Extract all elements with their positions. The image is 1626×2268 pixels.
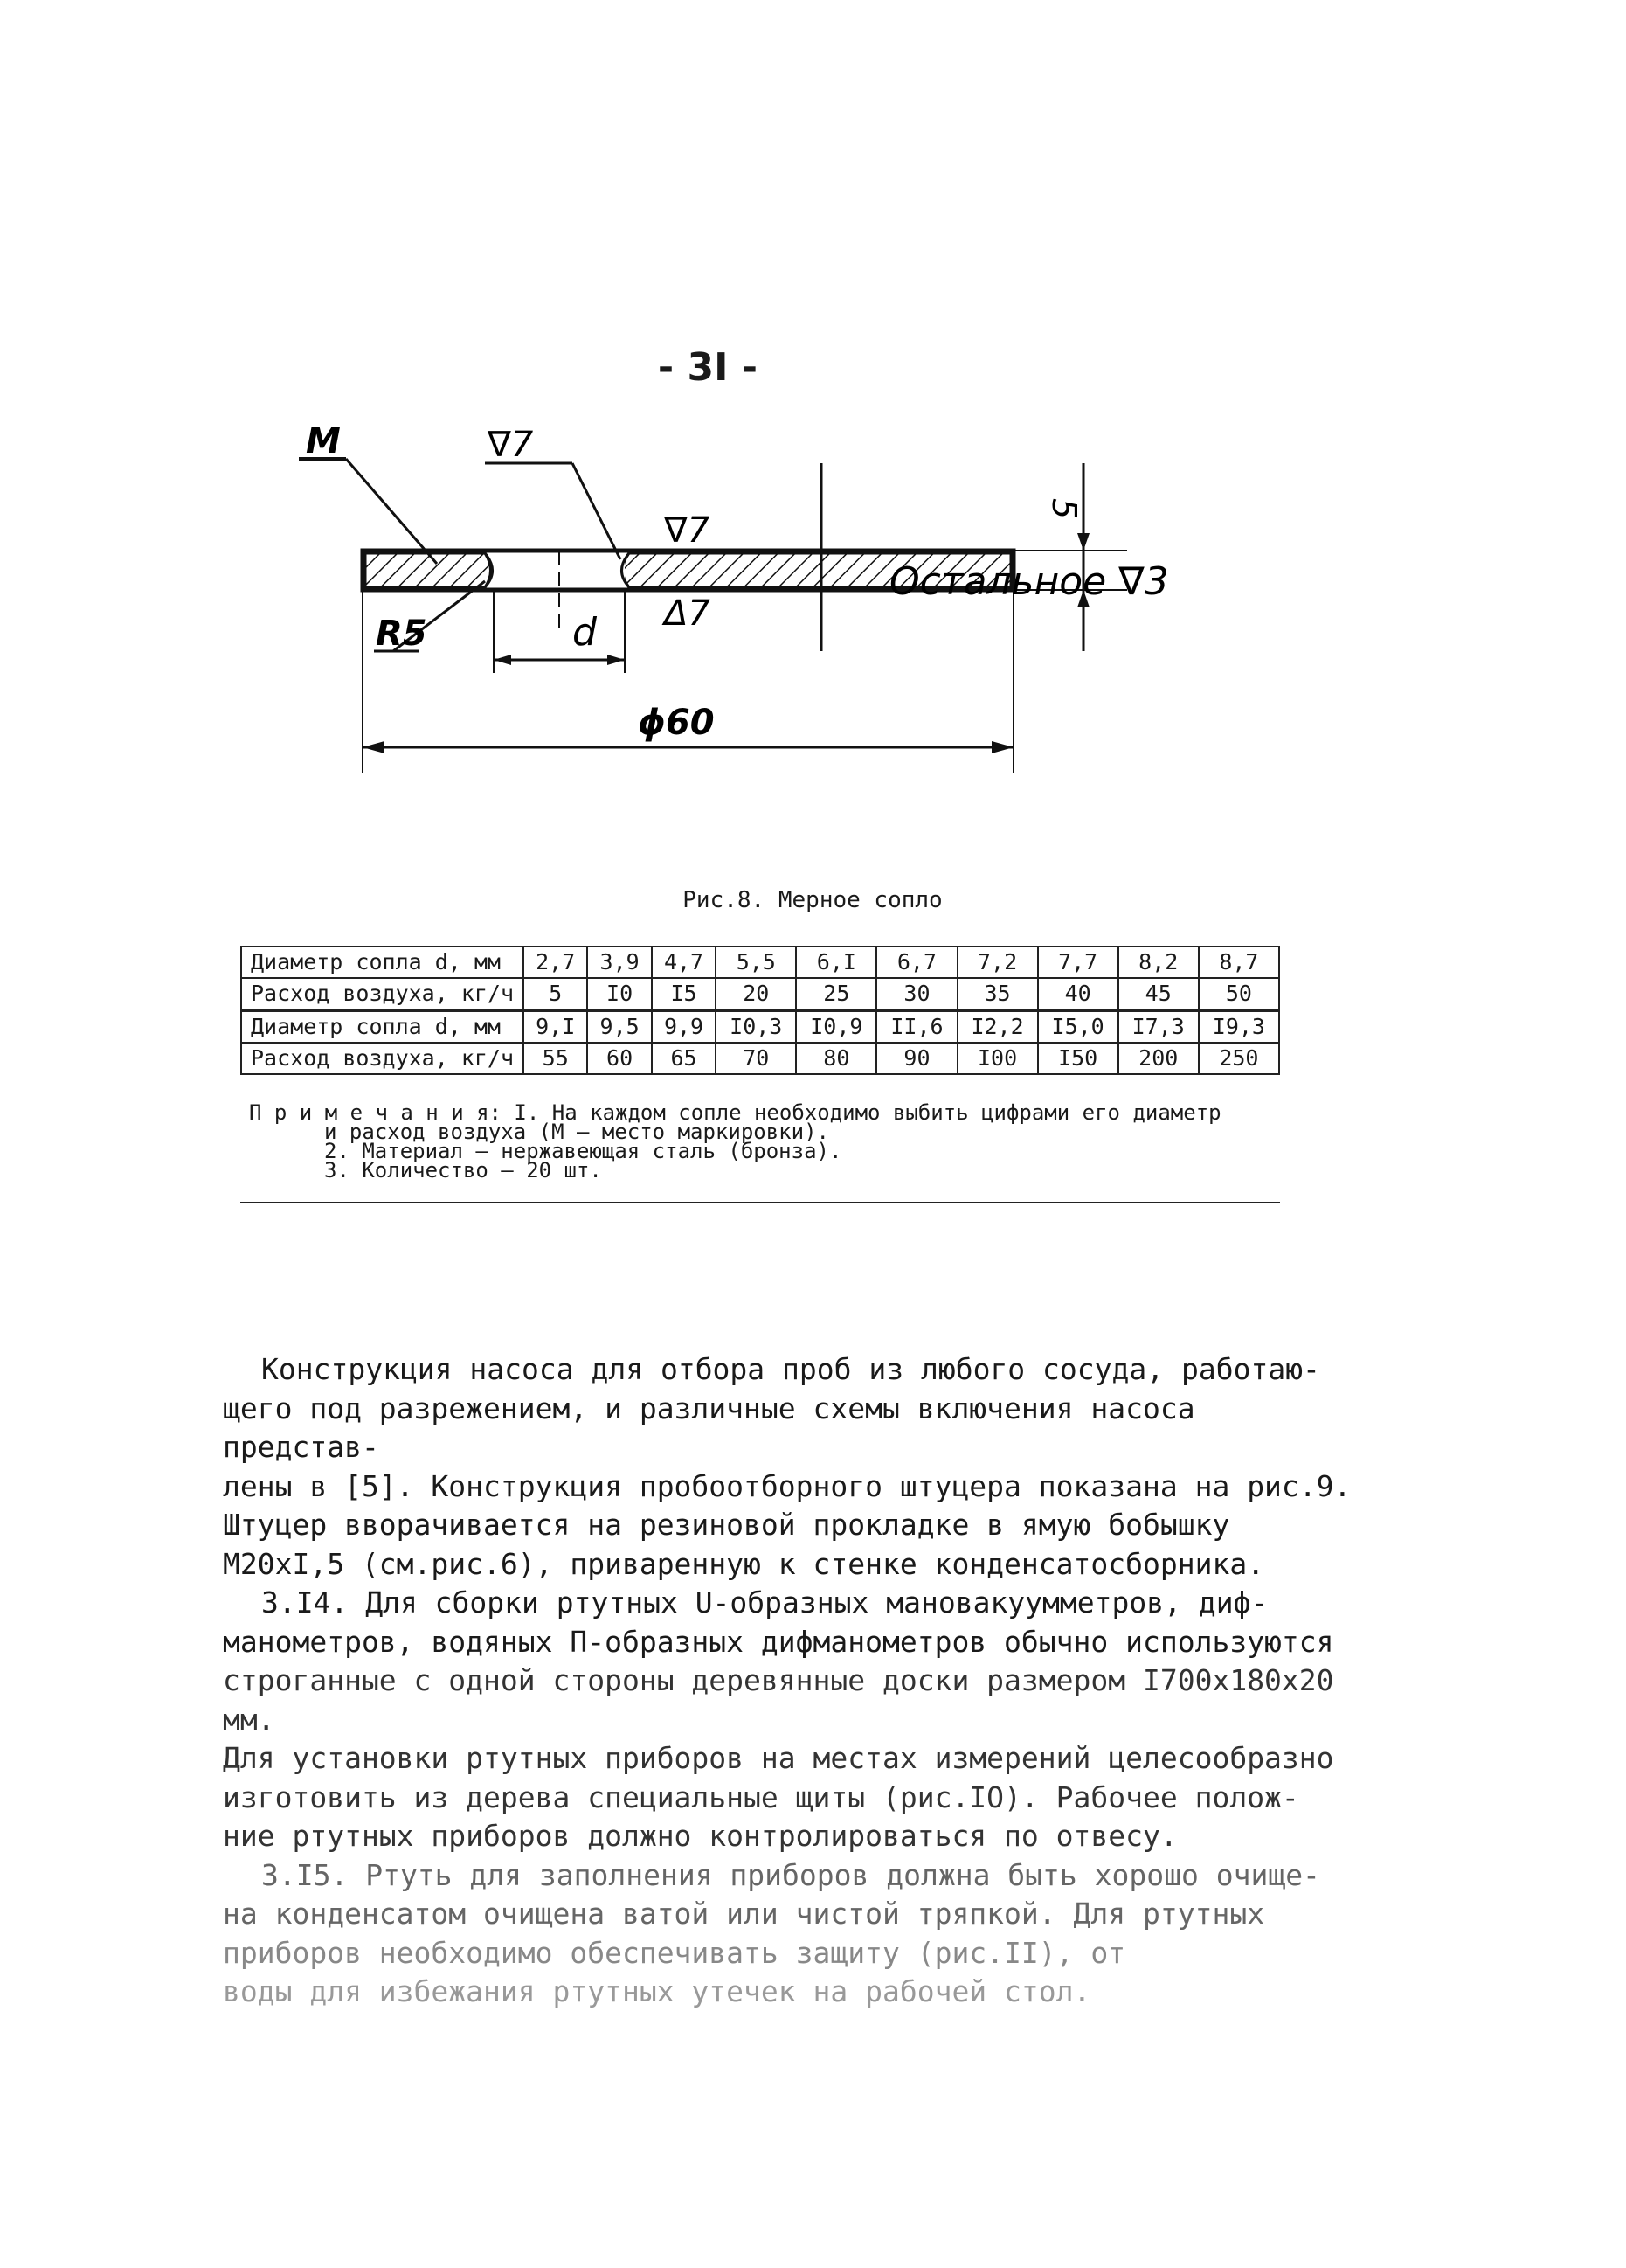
roughness-mid-top-label: ∇7 bbox=[664, 510, 710, 551]
text-line: лены в [5]. Конструкция пробоотборного штуцера показана на рис.9. bbox=[223, 1468, 1352, 1503]
bore-label: d bbox=[572, 610, 597, 655]
table-cell: 45 bbox=[1118, 978, 1199, 1010]
row-label: Диаметр сопла d, мм bbox=[241, 1010, 523, 1043]
table-row bbox=[241, 1043, 1279, 1074]
table-cell: 2,7 bbox=[523, 947, 587, 978]
table-cell: 4,7 bbox=[652, 947, 716, 978]
table-cell: I9,3 bbox=[1199, 1010, 1279, 1043]
table-row bbox=[241, 947, 1279, 978]
table-cell: 70 bbox=[716, 1043, 796, 1074]
text-line: на конденсатом очищена ватой или чистой тряпкой. Для ртутных bbox=[223, 1897, 1265, 1931]
note-line: П р и м е ч а н и я: I. На каждом сопле необходимо выбить цифрами его диаметр bbox=[249, 1100, 1221, 1125]
table-cell: II,6 bbox=[876, 1010, 957, 1043]
text-line: Для установки ртутных приборов на местах измерений целесообразно bbox=[223, 1741, 1334, 1775]
table-cell: 6,7 bbox=[876, 947, 957, 978]
body-text bbox=[223, 1350, 1359, 2012]
table-cell: 65 bbox=[652, 1043, 716, 1074]
table-cell: 80 bbox=[796, 1043, 876, 1074]
table-cell: I2,2 bbox=[958, 1010, 1038, 1043]
roughness-top-label: ∇7 bbox=[488, 425, 534, 465]
text-line: строганные с одной стороны деревянные доски размером I700х180х20 мм. bbox=[223, 1663, 1334, 1737]
table-cell: 20 bbox=[716, 978, 796, 1010]
table-row bbox=[241, 978, 1279, 1010]
table-cell: I00 bbox=[958, 1043, 1038, 1074]
thickness-label: 5 bbox=[1045, 498, 1083, 520]
text-line: изготовить из дерева специальные щиты (рис.IO). Рабочее полож- bbox=[223, 1779, 1299, 1814]
table-cell: 8,7 bbox=[1199, 947, 1279, 978]
row-label: Расход воздуха, кг/ч bbox=[241, 1043, 523, 1074]
table-cell: 7,7 bbox=[1038, 947, 1118, 978]
table-cell: 30 bbox=[876, 978, 957, 1010]
notes-divider bbox=[240, 1202, 1280, 1203]
table-cell: 9,9 bbox=[652, 1010, 716, 1043]
text-line: воды для избежания ртутных утечек на рабочей стол. bbox=[223, 1974, 1091, 2008]
nozzle-table bbox=[240, 946, 1280, 1075]
text-line: Конструкция насоса для отбора проб из любого сосуда, работаю- bbox=[261, 1352, 1320, 1386]
roughness-mid-bottom-label: Δ7 bbox=[664, 593, 710, 634]
table-cell: 90 bbox=[876, 1043, 957, 1074]
figure-caption: Рис.8. Мерное сопло bbox=[682, 887, 943, 913]
note-line: 2. Материал – нержавеющая сталь (бронза). bbox=[324, 1139, 842, 1163]
table-cell: 5,5 bbox=[716, 947, 796, 978]
paragraph bbox=[223, 1350, 1359, 1584]
note-line: и расход воздуха (М – место маркировки). bbox=[324, 1120, 829, 1144]
table-cell: 8,2 bbox=[1118, 947, 1199, 978]
rest-roughness-label: Остальное ∇3 bbox=[889, 559, 1169, 604]
table-cell: I50 bbox=[1038, 1043, 1118, 1074]
text-line: манометров, водяных П-образных дифманометров обычно используются bbox=[223, 1624, 1334, 1659]
table-cell: I5,0 bbox=[1038, 1010, 1118, 1043]
table-cell: 250 bbox=[1199, 1043, 1279, 1074]
table-cell: 3,9 bbox=[587, 947, 651, 978]
table-cell: 25 bbox=[796, 978, 876, 1010]
paragraph bbox=[223, 1584, 1359, 1856]
table-cell: 35 bbox=[958, 978, 1038, 1010]
table-cell: I7,3 bbox=[1118, 1010, 1199, 1043]
text-line: 3.I5. Ртуть для заполнения приборов должна быть хорошо очище- bbox=[261, 1857, 1320, 1892]
table-cell: 60 bbox=[587, 1043, 651, 1074]
table-cell: 6,I bbox=[796, 947, 876, 978]
text-line: М20хI,5 (см.рис.6), приваренную к стенке конденсатосборника. bbox=[223, 1546, 1265, 1581]
table-cell: I0 bbox=[587, 978, 651, 1010]
table-cell: 40 bbox=[1038, 978, 1118, 1010]
text-line: ние ртутных приборов должно контролироваться по отвесу. bbox=[223, 1819, 1178, 1853]
table-cell: 55 bbox=[523, 1043, 587, 1074]
table-cell: 50 bbox=[1199, 978, 1279, 1010]
table-cell: I0,3 bbox=[716, 1010, 796, 1043]
left-section-hatch bbox=[365, 553, 491, 587]
radius-label: R5 bbox=[376, 614, 427, 654]
text-line: щего под разрежением, и различные схемы включения насоса представ- bbox=[223, 1391, 1195, 1464]
table-notes bbox=[249, 1100, 1280, 1183]
text-line: Штуцер вворачивается на резиновой прокладке в ямую бобышку bbox=[223, 1508, 1230, 1542]
marking-label: М bbox=[306, 421, 341, 461]
note-line: 3. Количество – 20 шт. bbox=[324, 1158, 602, 1183]
row-label: Диаметр сопла d, мм bbox=[241, 947, 523, 978]
table-cell: 5 bbox=[523, 978, 587, 1010]
row-label: Расход воздуха, кг/ч bbox=[241, 978, 523, 1010]
table-cell: I5 bbox=[652, 978, 716, 1010]
table-cell: 9,I bbox=[523, 1010, 587, 1043]
table-cell: I0,9 bbox=[796, 1010, 876, 1043]
table-row bbox=[241, 1010, 1279, 1043]
text-line: приборов необходимо обеспечивать защиту (рис.II), от bbox=[223, 1935, 1126, 1970]
table-cell: 7,2 bbox=[958, 947, 1038, 978]
paragraph bbox=[223, 1856, 1359, 2012]
page-number: - 3I - bbox=[657, 345, 758, 390]
nozzle-drawing bbox=[262, 411, 1188, 795]
nozzle-drawing-svg bbox=[262, 411, 1188, 795]
table-cell: 9,5 bbox=[587, 1010, 651, 1043]
table-cell: 200 bbox=[1118, 1043, 1199, 1074]
diameter-label: ϕ60 bbox=[638, 703, 715, 743]
text-line: 3.I4. Для сборки ртутных U-образных мановакуумметров, диф- bbox=[261, 1585, 1269, 1620]
